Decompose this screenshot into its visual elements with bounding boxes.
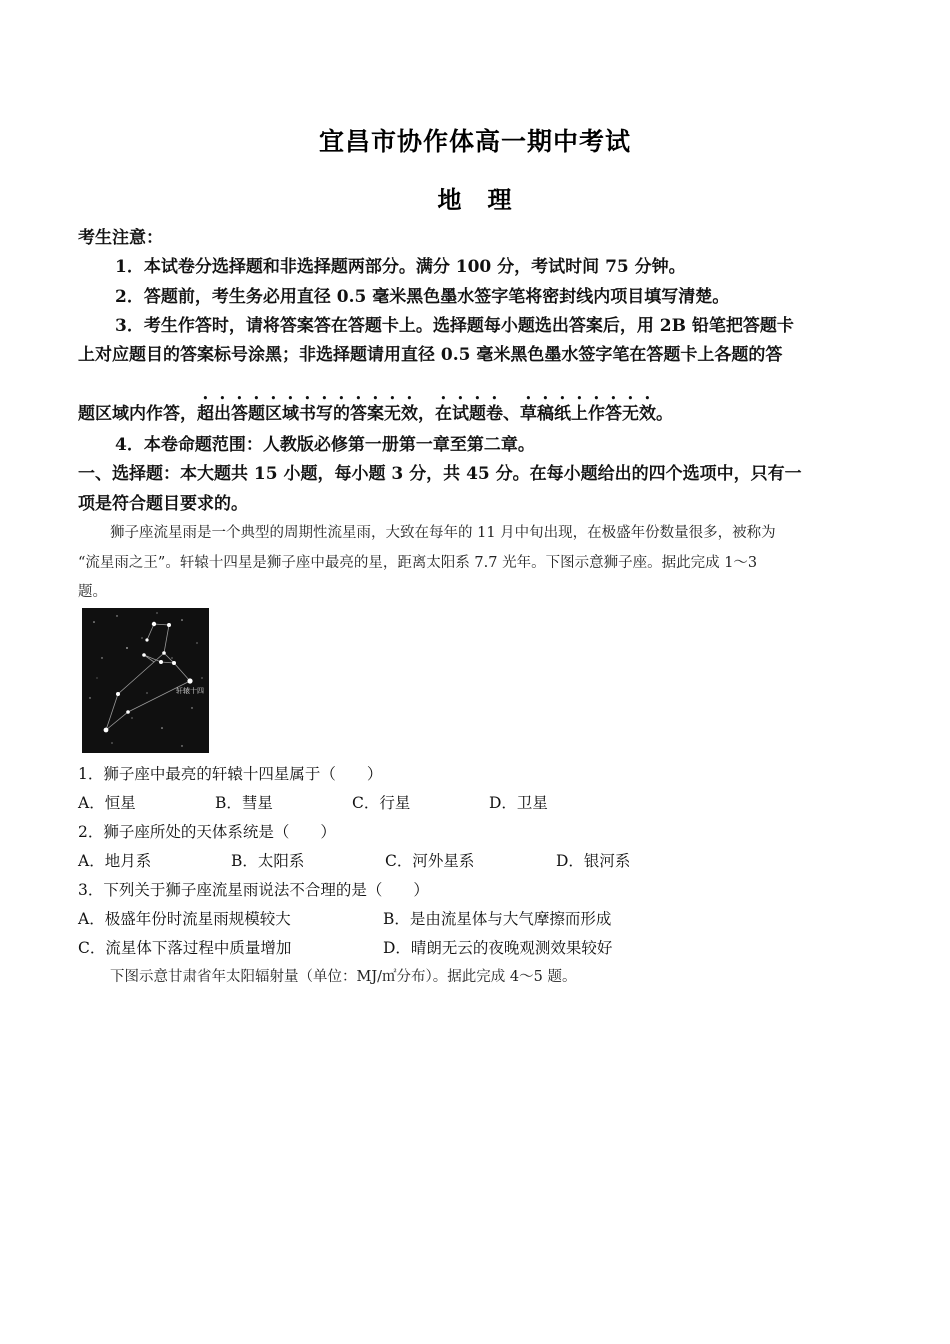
- section-1-line-2: 项是符合题目要求的。: [78, 494, 248, 514]
- question-2-option-c: C．河外星系: [385, 852, 475, 870]
- question-1-option-b: B．彗星: [215, 794, 273, 812]
- notice-text: 、: [503, 404, 520, 424]
- emphasis-text: 草稿纸上作答无效: [520, 404, 656, 424]
- passage-1-line-1: 狮子座流星雨是一个典型的周期性流星雨，大致在每年的 11 月中旬出现，在极盛年份数量很多，被称为: [110, 525, 776, 541]
- passage-1-line-2: “流星雨之王”。轩辕十四星是狮子座中最亮的星，距离太阳系 7.7 光年。下图示意狮子座。据此完成 1～3: [78, 555, 758, 571]
- passage-2-line-1: 下图示意甘肃省年太阳辐射量（单位：MJ/㎡分布）。据此完成 4～5 题。: [110, 969, 577, 985]
- notice-item-2: 2．答题前，考生务必用直径 0.5 毫米黑色墨水签字笔将密封线内项目填写清楚。: [115, 287, 730, 307]
- section-1-line-1: 一、选择题：本大题共 15 小题，每小题 3 分，共 45 分。在每小题给出的四个选项中，只有一: [78, 464, 802, 484]
- constellation-diagram: [82, 608, 209, 753]
- passage-1-line-3: 题。: [78, 584, 107, 600]
- notice-item-4: 4．本卷命题范围：人教版必修第一册第一章至第二章。: [115, 435, 535, 455]
- question-3-option-d: D．晴朗无云的夜晚观测效果较好: [383, 939, 613, 957]
- question-1-stem: 1．狮子座中最亮的轩辕十四星属于（ ）: [78, 765, 383, 783]
- question-1-option-d: D．卫星: [489, 794, 548, 812]
- notice-item-3-line-1: 3．考生作答时，请将答案答在答题卡上。选择题每小题选出答案后，用 2B 铅笔把答题卡: [115, 316, 794, 336]
- notice-text: 。: [656, 404, 673, 424]
- notice-item-3-line-3: [78, 394, 878, 425]
- question-2-option-d: D．银河系: [556, 852, 631, 870]
- notice-text: 题区域内作答，: [78, 404, 197, 424]
- notice-item-1: 1．本试卷分选择题和非选择题两部分。满分 100 分，考试时间 75 分钟。: [115, 257, 686, 277]
- subject-title: 地 理: [437, 185, 513, 214]
- question-1-option-c: C．行星: [352, 794, 411, 812]
- notice-text: ，: [418, 404, 435, 424]
- notice-item-3-line-2: 上对应题目的答案标号涂黑；非选择题请用直径 0.5 毫米黑色墨水签字笔在答题卡上各题的答: [78, 345, 783, 365]
- question-1-option-a: A．恒星: [78, 794, 136, 812]
- leo-constellation-image: [82, 608, 209, 753]
- question-2-option-b: B．太阳系: [231, 852, 305, 870]
- question-3-option-c: C．流星体下落过程中质量增加: [78, 939, 292, 957]
- emphasis-text: 超出答题区域书写的答案无效: [197, 404, 418, 424]
- regulus-label: 轩辕十四: [176, 687, 204, 695]
- question-3-option-a: A．极盛年份时流星雨规模较大: [78, 910, 291, 928]
- exam-title: 宜昌市协作体高一期中考试: [318, 127, 631, 156]
- emphasis-text: 在试题卷: [435, 404, 503, 424]
- question-3-stem: 3．下列关于狮子座流星雨说法不合理的是（ ）: [78, 881, 429, 899]
- question-3-option-b: B．是由流星体与大气摩擦而形成: [383, 910, 612, 928]
- question-2-option-a: A．地月系: [78, 852, 152, 870]
- notice-heading: 考生注意：: [78, 228, 163, 248]
- question-2-stem: 2．狮子座所处的天体系统是（ ）: [78, 823, 336, 841]
